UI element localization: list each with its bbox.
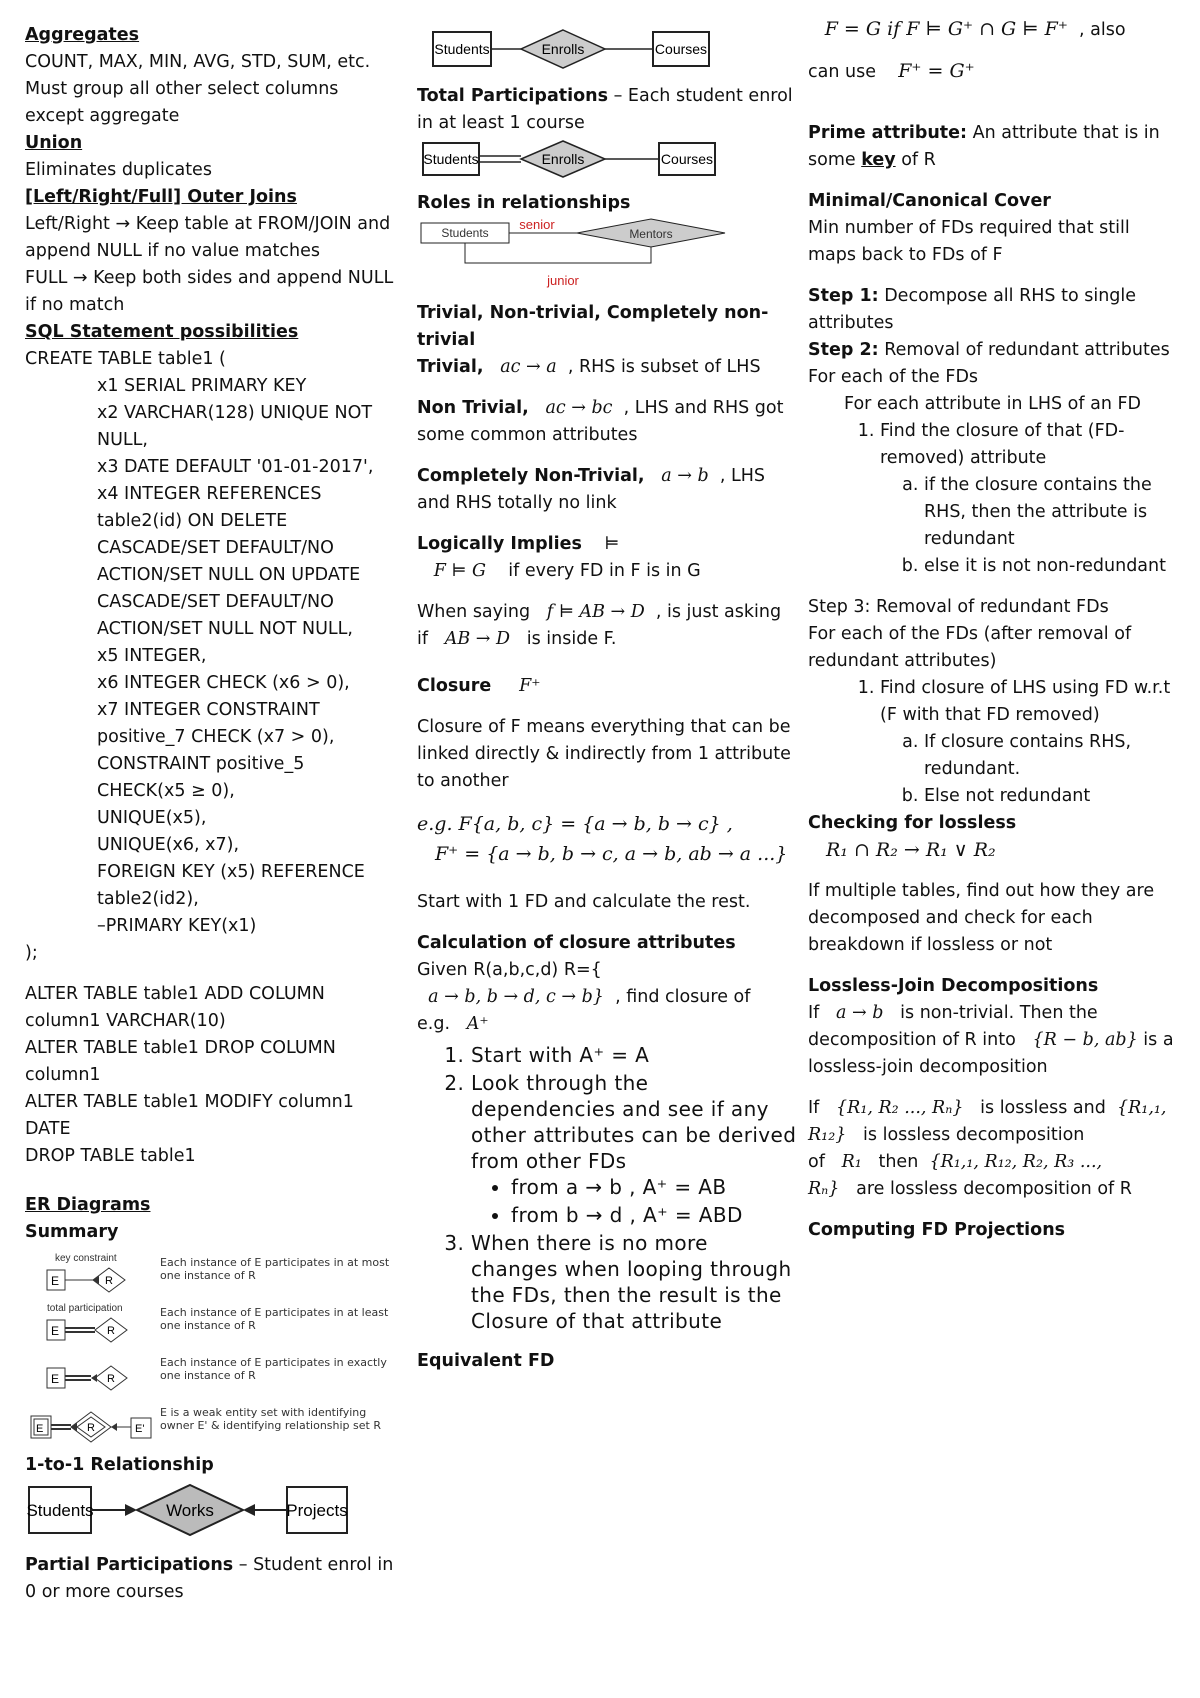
step2-sublist	[880, 472, 1183, 580]
diagram-entity-label: Students	[26, 1501, 94, 1520]
outer-joins-text-2: FULL → Keep both sides and append NULL if no match	[25, 268, 394, 315]
step2-subitem: a. if the closure contains the RHS, then the attribute is redundant	[924, 472, 1183, 553]
diagram-entity-label: Students	[434, 41, 490, 57]
enrolls-diagram-partial	[417, 22, 717, 74]
prime-attribute-text: Prime attribute: An attribute that is in some key of R	[808, 123, 1160, 170]
column-1	[25, 22, 395, 1606]
legend-text: Each instance of E participates in exactly one instance of R	[160, 1356, 387, 1382]
closure-text: Closure of F means everything that can be linked directly & indirectly from 1 attribute to another	[417, 717, 791, 791]
legend-caption: total participation	[47, 1303, 123, 1314]
sql-line: –PRIMARY KEY(x1)	[97, 916, 257, 936]
step2-subitem: b. else it is not non-redundant	[924, 553, 1183, 580]
roles-diagram	[417, 217, 747, 291]
legend-exactly-one	[25, 1352, 395, 1396]
logically-implies-heading: Logically Implies ⊨	[417, 534, 620, 554]
multiple-tables-text: If multiple tables, find out how they are decomposed and check for each breakdown if lossless or not	[808, 881, 1155, 955]
step3-subitem: a. If closure contains RHS, redundant.	[924, 729, 1183, 783]
sql-line: x7 INTEGER CONSTRAINT positive_7 CHECK (x7 > 0),	[97, 700, 335, 747]
aggregates-text-2: Must group all other select columns except aggregate	[25, 79, 339, 126]
lossless-heading: Checking for lossless	[808, 813, 1017, 833]
column-2	[417, 22, 797, 1375]
svg-text:E: E	[36, 1423, 44, 1435]
step3-sublist	[880, 729, 1183, 810]
legend-weak-entity	[25, 1402, 395, 1446]
closure-example-1: e.g. F{a, b, c} = {a → b, b → c} ,	[417, 813, 733, 835]
closure-example-2: F⁺ = {a → b, b → c, a → b, ab → a ...}	[435, 843, 788, 865]
role-label-junior: junior	[547, 273, 579, 288]
diagram-relationship-label: Mentors	[629, 227, 673, 241]
role-label-senior: senior	[519, 217, 555, 232]
alter-line: ALTER TABLE table1 ADD COLUMN column1 VARCHAR(10)	[25, 984, 325, 1031]
sql-line: x2 VARCHAR(128) UNIQUE NOT NULL,	[97, 403, 373, 450]
step2-item: 1. Find the closure of that (FD-removed) attribute a. if the closure contains the RHS, then the attribute is redundant b. else it is not non-redundant	[880, 418, 1183, 580]
completely-non-trivial-text: Completely Non-Trivial, a → b , LHS and RHS totally no link	[417, 466, 765, 513]
trivial-heading: Trivial, Non-trivial, Completely non-trivial	[417, 303, 769, 350]
total-participation-icon	[25, 1302, 155, 1346]
svg-text:E: E	[51, 1372, 60, 1386]
calc-text-2: a → b, b → d, c → b} , find closure of e.g. A⁺	[417, 987, 751, 1034]
diagram-entity-label: Courses	[654, 41, 708, 57]
start-text: Start with 1 FD and calculate the rest.	[417, 892, 751, 912]
can-use-text: can use F⁺ = G⁺	[808, 60, 975, 82]
outer-joins-heading: [Left/Right/Full] Outer Joins	[25, 187, 297, 207]
diagram-entity-label: Projects	[286, 1501, 348, 1520]
closure-step: 1. Start with A⁺ = A	[471, 1042, 797, 1068]
summary-heading: Summary	[25, 1222, 119, 1242]
legend-caption: key constraint	[55, 1253, 117, 1264]
sql-line: UNIQUE(x5),	[97, 808, 207, 828]
weak-entity-icon	[25, 1402, 155, 1446]
step3-text: Step 3: Removal of redundant FDs	[808, 597, 1109, 617]
sql-line: );	[25, 943, 38, 963]
sql-line: x1 SERIAL PRIMARY KEY	[97, 376, 307, 396]
calc-text-1: Given R(a,b,c,d) R={	[417, 960, 602, 980]
min-cover-heading: Minimal/Canonical Cover	[808, 191, 1051, 211]
aggregates-heading: Aggregates	[25, 25, 140, 45]
sql-line: x5 INTEGER,	[97, 646, 207, 666]
calc-heading: Calculation of closure attributes	[417, 933, 736, 953]
closure-substep: • from a → b , A⁺ = AB	[511, 1174, 797, 1200]
diagram-entity-label: Courses	[660, 151, 714, 167]
equivalent-fd-heading: Equivalent FD	[417, 1351, 555, 1371]
union-heading: Union	[25, 133, 83, 153]
step3-list	[808, 675, 1183, 810]
closure-step: 2. Look through the dependencies and see if any other attributes can be derived from other FDs • from a → b , A⁺ = AB • from b → d , A⁺ = ABD	[471, 1070, 797, 1228]
step3-item: 1. Find closure of LHS using FD w.r.t (F with that FD removed) a. If closure contains RHS, redundant. b. Else not redundant	[880, 675, 1183, 810]
diagram-entity-label: Students	[423, 151, 479, 167]
sql-heading: SQL Statement possibilities	[25, 322, 299, 342]
closure-substep: • from b → d , A⁺ = ABD	[511, 1202, 797, 1228]
diagram-relationship-label: Works	[166, 1501, 214, 1520]
closure-heading: Closure F⁺	[417, 676, 541, 696]
legend-text: E is a weak entity set with identifying owner E' & identifying relationship set R	[160, 1406, 381, 1432]
lossless-formula: R₁ ∩ R₂ → R₁ ∨ R₂	[826, 839, 996, 861]
step1-text: Step 1: Decompose all RHS to single attributes	[808, 286, 1137, 333]
svg-text:R: R	[107, 1325, 115, 1337]
legend-text: Each instance of E participates in at most one instance of R	[160, 1256, 390, 1282]
legend-total-participation	[25, 1302, 395, 1346]
lossless-composition-text: If {R₁, R₂ ..., Rₙ} is lossless and {R₁,₁, R₁₂} is lossless decomposition of R₁ then {R₁,₁, R₁₂, R₂, R₃ ..., Rₙ} are lossless decomposition of R	[808, 1098, 1167, 1199]
step2-each: For each of the FDs	[808, 367, 979, 387]
step3-subitem: b. Else not redundant	[924, 783, 1183, 810]
ljd-text: If a → b is non-trivial. Then the decomposition of R into {R − b, ab} is a lossless-join decomposition	[808, 1003, 1174, 1077]
sql-line: CREATE TABLE table1 (	[25, 349, 226, 369]
svg-text:R: R	[105, 1275, 113, 1287]
alter-line: ALTER TABLE table1 DROP COLUMN column1	[25, 1038, 336, 1085]
partial-participation-text: Partial Participations – Student enrol in 0 or more courses	[25, 1555, 394, 1602]
er-heading: ER Diagrams	[25, 1195, 151, 1215]
closure-substeps	[471, 1174, 797, 1228]
fd-projection-heading: Computing FD Projections	[808, 1220, 1066, 1240]
sql-line: UNIQUE(x6, x7),	[97, 835, 240, 855]
one-to-one-heading: 1-to-1 Relationship	[25, 1455, 214, 1475]
diagram-entity-label: Students	[441, 226, 489, 240]
key-constraint-icon	[25, 1252, 155, 1296]
enrolls-diagram-total	[417, 137, 717, 181]
step2-list	[808, 418, 1183, 580]
trivial-text: Trivial, ac → a , RHS is subset of LHS	[417, 357, 761, 377]
svg-text:R: R	[107, 1373, 115, 1385]
aggregates-text-1: COUNT, MAX, MIN, AVG, STD, SUM, etc.	[25, 52, 371, 72]
legend-text: Each instance of E participates in at least one instance of R	[160, 1306, 389, 1332]
sql-line: x3 DATE DEFAULT '01-01-2017',	[97, 457, 374, 477]
min-cover-text: Min number of FDs required that still maps back to FDs of F	[808, 218, 1130, 265]
svg-text:R: R	[87, 1422, 95, 1434]
sql-line: FOREIGN KEY (x5) REFERENCE table2(id2),	[97, 862, 365, 909]
svg-text:E': E'	[135, 1423, 145, 1435]
closure-step: 3. When there is no more changes when looping through the FDs, then the result is the Closure of that attribute	[471, 1230, 797, 1334]
ljd-heading: Lossless-Join Decompositions	[808, 976, 1099, 996]
total-participation-text: Total Participations – Each student enrol in at least 1 course	[417, 86, 793, 133]
exactly-one-icon	[25, 1352, 155, 1396]
alter-line: DROP TABLE table1	[25, 1146, 196, 1166]
outer-joins-text-1: Left/Right → Keep table at FROM/JOIN and append NULL if no value matches	[25, 214, 391, 261]
when-saying-text: When saying f ⊨ AB → D , is just asking if AB → D is inside F.	[417, 602, 782, 649]
sql-line: CONSTRAINT positive_5 CHECK(x5 ≥ 0),	[97, 754, 305, 801]
alter-line: ALTER TABLE table1 MODIFY column1 DATE	[25, 1092, 354, 1139]
step3-each: For each of the FDs (after removal of redundant attributes)	[808, 624, 1132, 671]
sql-line: x4 INTEGER REFERENCES table2(id) ON DELETE CASCADE/SET DEFAULT/NO ACTION/SET NULL ON UPDATE CASCADE/SET DEFAULT/NO ACTION/SET NULL NOT NULL,	[97, 484, 361, 639]
works-diagram	[25, 1479, 365, 1541]
svg-text:E: E	[51, 1274, 60, 1288]
diagram-relationship-label: Enrolls	[541, 41, 585, 57]
logically-implies-text: F ⊨ G if every FD in F is in G	[433, 561, 701, 581]
column-3	[808, 16, 1183, 1244]
union-text: Eliminates duplicates	[25, 160, 212, 180]
step2-each-attr: For each attribute in LHS of an FD	[844, 394, 1142, 414]
step2-text: Step 2: Removal of redundant attributes	[808, 340, 1170, 360]
closure-steps	[417, 1042, 797, 1334]
sql-line: x6 INTEGER CHECK (x6 > 0),	[97, 673, 350, 693]
legend-key-constraint	[25, 1252, 395, 1296]
svg-text:E: E	[51, 1324, 60, 1338]
roles-heading: Roles in relationships	[417, 193, 631, 213]
equivalent-definition: F = G if F ⊨ G⁺ ∩ G ⊨ F⁺ , also	[824, 18, 1126, 40]
non-trivial-text: Non Trivial, ac → bc , LHS and RHS got some common attributes	[417, 398, 784, 445]
diagram-relationship-label: Enrolls	[541, 151, 585, 167]
